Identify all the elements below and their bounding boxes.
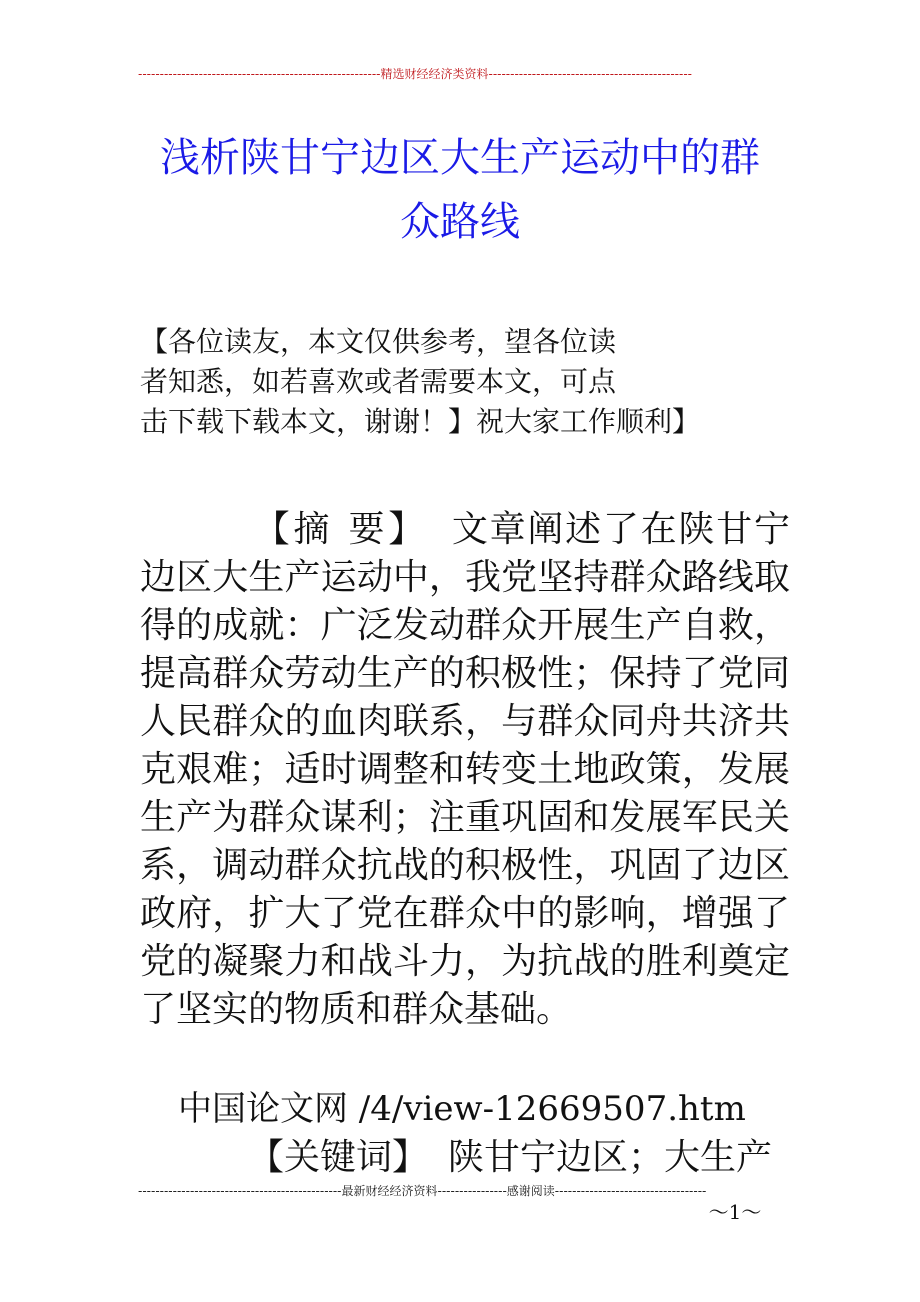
title-line-2: 众路线 [400,199,520,245]
keywords-line [248,1135,772,1181]
keywords-text: 陕甘宁边区；大生产 [448,1137,773,1178]
source-line: 中国论文网 /4/view-12669507.htm [178,1089,746,1129]
keywords-label: 【关键词】 [248,1137,429,1178]
page-header-divider: --------------------------------------------------------精选财经经济类资料----------------------------------------------- [138,67,692,81]
page-number: ～1～ [708,1200,762,1224]
reader-notice [140,322,760,442]
notice-line-2: 者知悉，如若喜欢或者需要本文，可点 [140,365,617,398]
page-footer-divider: -----------------------------------------------最新财经经济资料----------------感谢阅读----------------------------------- [138,1184,707,1198]
abstract-text: 文章阐述了在陕甘宁边区大生产运动中，我党坚持群众路线取得的成就：广泛发动群众开展生产自救，提高群众劳动生产的积极性；保持了党同人民群众的血肉联系，与群众同舟共济共克艰难；适时调整和转变土地政策，发展生产为群众谋利；注重巩固和发展军民关系，调动群众抗战的积极性，巩固了边区政府，扩大了党在群众中的影响，增强了党的凝聚力和战斗力，为抗战的胜利奠定了坚实的物质和群众基础。 [140,509,790,1030]
document-title [140,126,780,254]
abstract-label: 【摘 要】 [252,509,429,550]
title-line-1: 浅析陕甘宁边区大生产运动中的群 [160,135,760,181]
notice-line-1: 【各位读友，本文仅供参考，望各位读 [140,325,617,358]
abstract-paragraph [140,506,790,1034]
notice-line-3: 击下载下载本文，谢谢！】祝大家工作顺利】 [140,405,701,438]
